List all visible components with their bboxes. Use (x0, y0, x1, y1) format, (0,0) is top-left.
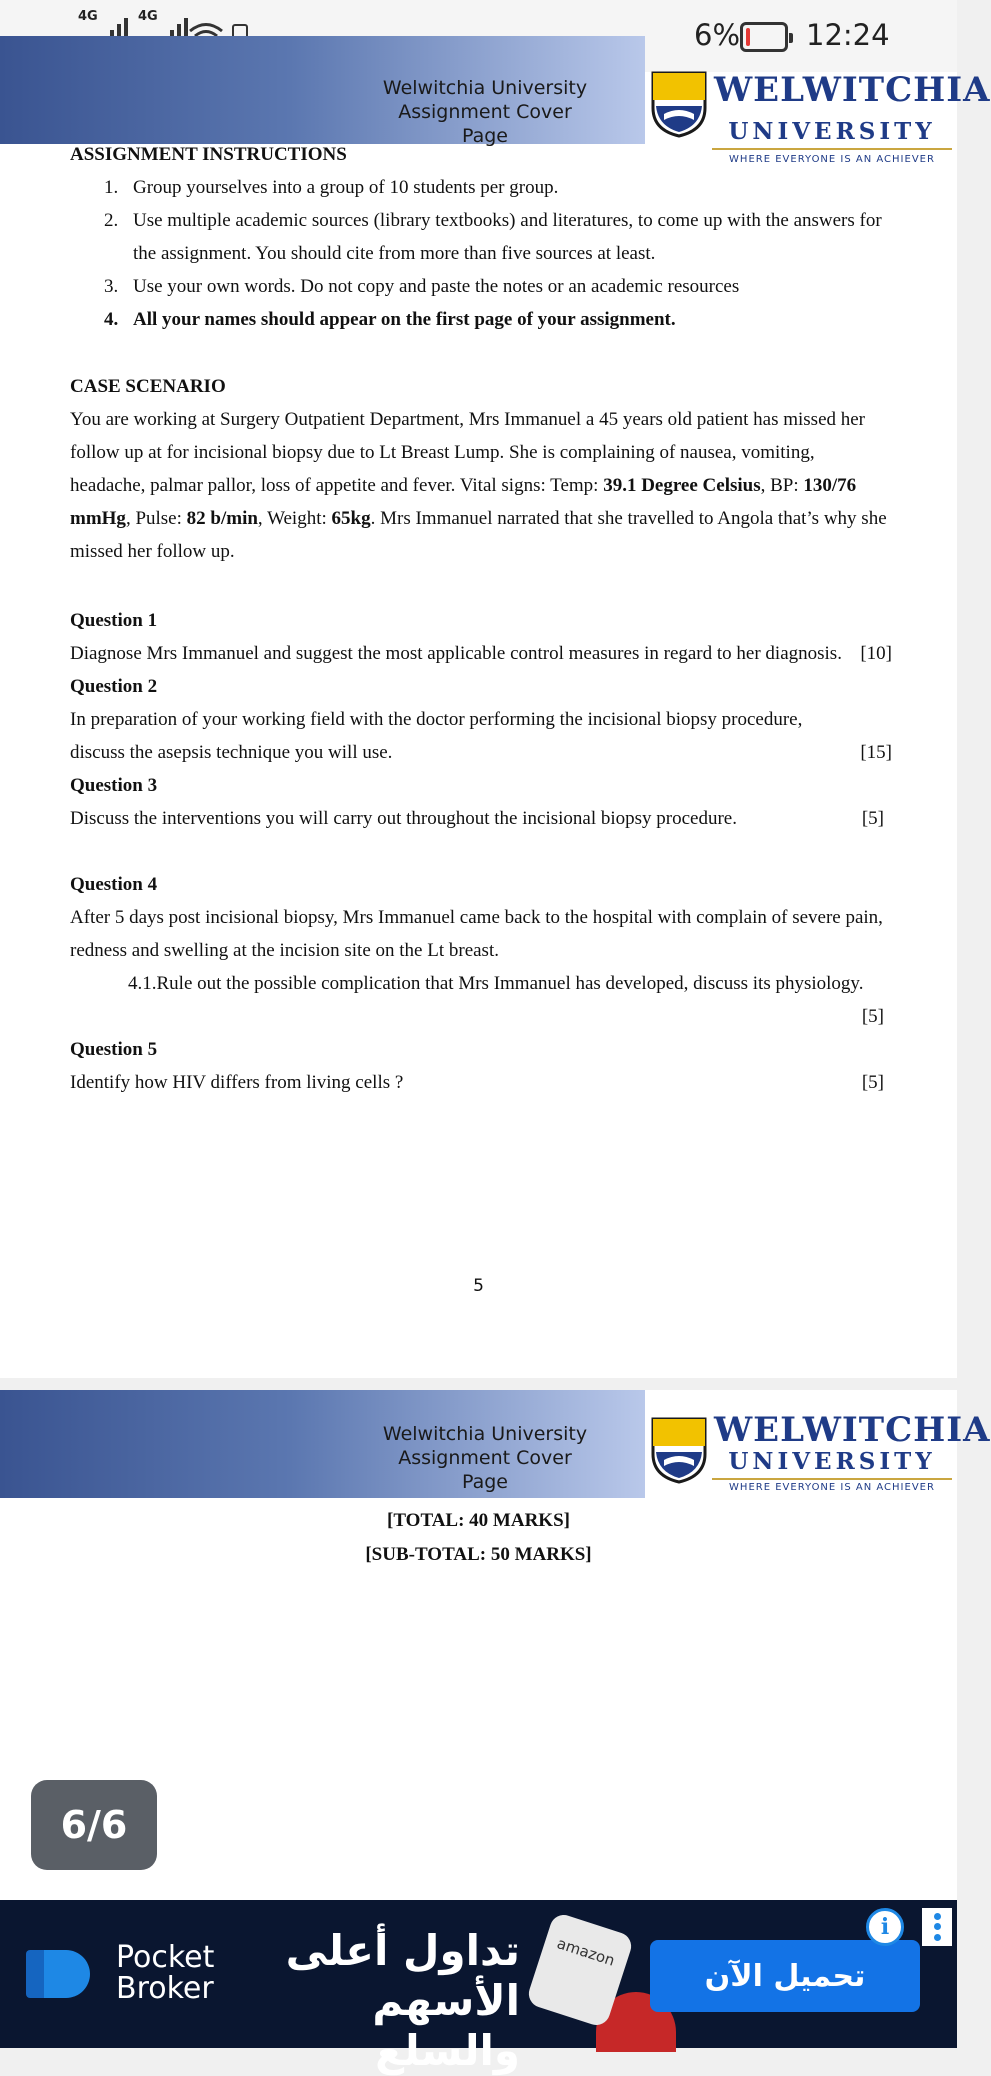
header-title: Welwitchia University Assignment Cover Page (382, 1423, 588, 1493)
header-title: Welwitchia University Assignment Cover Page (382, 77, 588, 147)
marks: [5] (861, 1006, 884, 1027)
ad-more-icon[interactable] (922, 1908, 952, 1946)
list-item: 4. All your names should appear on the first page of your assignment. (104, 309, 676, 330)
ad-headline: تداول أعلى الأسهم والسلع (285, 1926, 520, 2075)
question-title: Question 1 (70, 610, 158, 631)
ad-banner[interactable] (0, 1900, 957, 2075)
page-number: 5 (473, 1276, 484, 1296)
clock: 12:24 (806, 18, 890, 52)
question-title: Question 4 (70, 874, 158, 895)
marks: [5] (861, 1072, 884, 1093)
brand-tagline: WHERE EVERYONE IS AN ACHIEVER (729, 1482, 935, 1493)
university-crest-icon (650, 70, 708, 138)
marks: [5] (861, 808, 884, 829)
document-page-5 (0, 70, 991, 1378)
brand-name: WELWITCHIA (714, 1410, 991, 1450)
ad-brand-name: Pocket Broker (116, 1940, 215, 2006)
case-heading: CASE SCENARIO (70, 376, 226, 397)
page-indicator: 6/6 (31, 1780, 157, 1870)
question-title: Question 2 (70, 676, 158, 697)
pocket-broker-logo-icon (26, 1946, 102, 2002)
university-crest-icon (650, 1416, 708, 1484)
marks: [10] (860, 643, 892, 664)
question-title: Question 3 (70, 775, 158, 796)
list-item: 1. Group yourselves into a group of 10 students per group. (104, 177, 559, 198)
ad-info-icon[interactable]: i (866, 1908, 904, 1946)
question-1: Question 1 Diagnose Mrs Immanuel and suggest the most applicable control measures in regard to her diagnosis. [10] (70, 604, 892, 670)
amazon-logo-icon: amazon (525, 1911, 635, 2028)
brand-subname: UNIVERSITY (728, 1448, 936, 1475)
question-title: Question 5 (70, 1039, 158, 1060)
question-3: Question 3 Discuss the interventions you will carry out throughout the incisional biopsy procedure. [5] (70, 769, 892, 835)
brand-name: WELWITCHIA (714, 70, 991, 110)
question-2: Question 2 In preparation of your working field with the doctor performing the incisional biopsy procedure, discuss the asepsis technique you will use. [15] (70, 670, 892, 769)
marks: [15] (860, 742, 892, 763)
battery-percent: 6% (694, 18, 741, 52)
list-item: 3. Use your own words. Do not copy and paste the notes or an academic resources (104, 276, 740, 297)
brand-subname: UNIVERSITY (728, 118, 936, 145)
case-scenario-text: You are working at Surgery Outpatient Department, Mrs Immanuel a 45 years old patient has missed her follow up at for incisional biopsy due to Lt Breast Lump. She is complaining of nausea, vomiting, headache, palmar pallor, loss of appetite and fever. Vital signs: Temp: 39.1 Degree Celsius, BP: 130/76 mmHg, Pulse: 82 b/min, Weight: 65kg. Mrs Immanuel narrated that she travelled to Angola that’s why she missed her follow up. (70, 409, 887, 562)
ad-download-button[interactable]: تحميل الآن (650, 1940, 920, 2012)
subtotal-marks: [SUB-TOTAL: 50 MARKS] (365, 1544, 592, 1565)
page-header (0, 1390, 991, 1498)
network-type-label: 4G (78, 9, 98, 24)
brand-tagline: WHERE EVERYONE IS AN ACHIEVER (729, 154, 935, 165)
list-item: 2. Use multiple academic sources (library textbooks) and literatures, to come up with the answers for the assignment. You should cite from more than five sources at least. (104, 210, 882, 264)
instructions-list (70, 171, 892, 336)
question-5: Question 5 Identify how HIV differs from living cells ? [5] (70, 1033, 892, 1099)
instructions-heading: ASSIGNMENT INSTRUCTIONS (70, 144, 347, 165)
total-marks: [TOTAL: 40 MARKS] (387, 1510, 570, 1531)
network-type-label: 4G (138, 9, 158, 24)
question-4: Question 4 After 5 days post incisional biopsy, Mrs Immanuel came back to the hospital with complain of severe pain, redness and swelling at the incision site on the Lt breast. 4.1.Rule out the possible complication that Mrs Immanuel has developed, discuss its physiology. [5] (70, 868, 892, 1033)
